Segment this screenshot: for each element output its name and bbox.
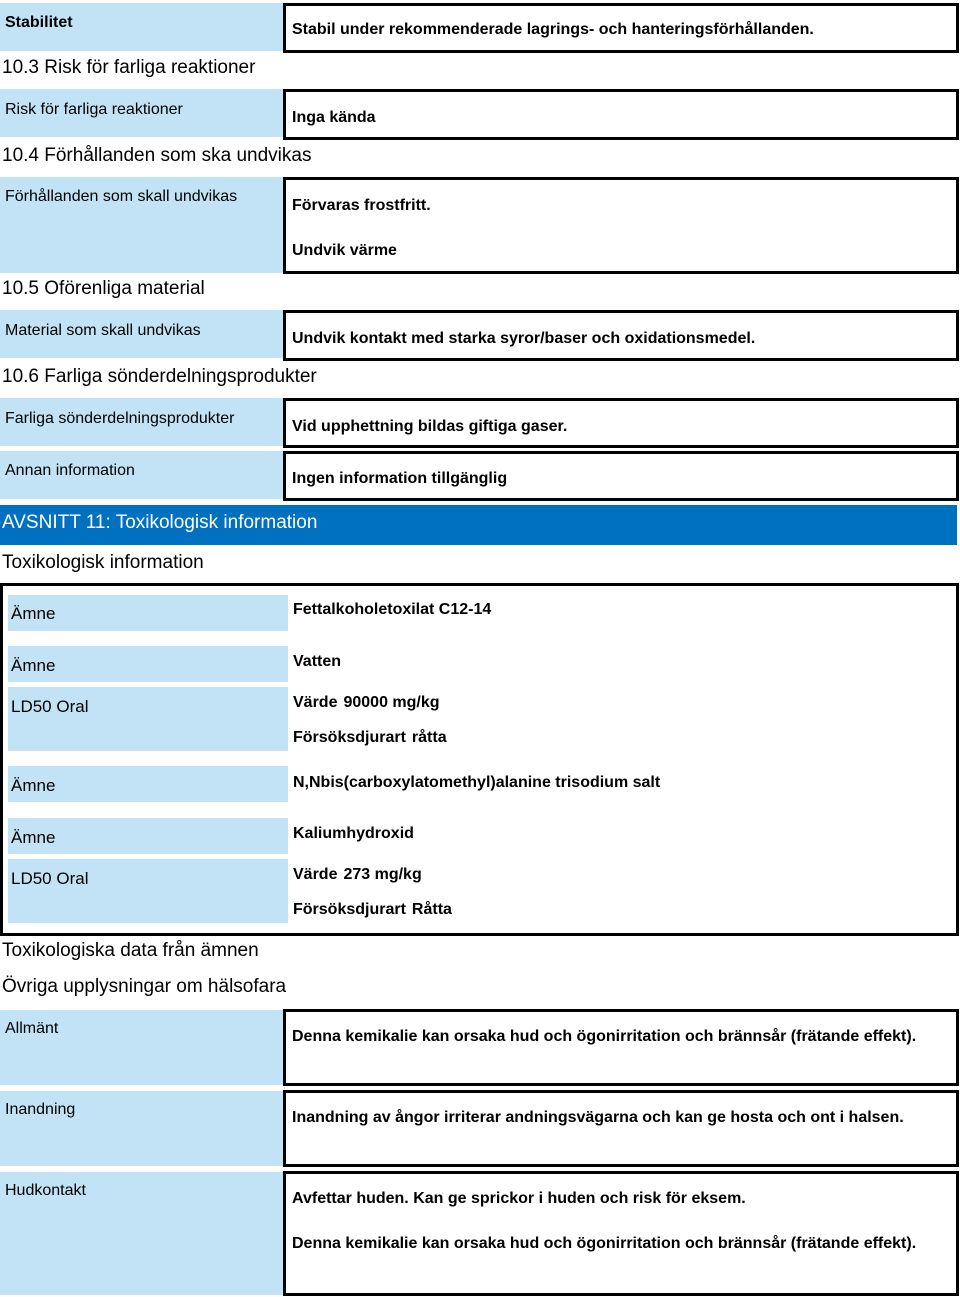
heading-10-3: 10.3 Risk för farliga reaktioner bbox=[2, 57, 256, 78]
hudkontakt-value bbox=[283, 1171, 959, 1296]
tox-ld50-value-2: 90000 mg/kg bbox=[343, 694, 440, 711]
heading-10-6: 10.6 Farliga sönderdelningsprodukter bbox=[2, 366, 317, 387]
forhallanden-value-1: Förvaras frostfritt. bbox=[292, 197, 431, 214]
section-11-banner: AVSNITT 11: Toxikologisk information bbox=[0, 505, 957, 545]
tox-ld50-label-4: LD50 Oral bbox=[8, 859, 288, 923]
tox-value-label-2: Värde bbox=[293, 694, 338, 711]
tox-substance-label-3: Ämne bbox=[8, 766, 288, 802]
risk-label: Risk för farliga reaktioner bbox=[0, 89, 283, 137]
forhallanden-value bbox=[283, 177, 959, 274]
tox-value-label-4: Värde bbox=[293, 866, 338, 883]
inandning-label: Inandning bbox=[0, 1091, 283, 1166]
tox-substance-3: N,Nbis(carboxylatomethyl)alanine trisodium salt bbox=[293, 774, 661, 791]
forhallanden-label: Förhållanden som skall undvikas bbox=[0, 177, 283, 273]
hudkontakt-value-2: Denna kemikalie kan orsaka hud och ögonirritation och brännsår (frätande effekt). bbox=[292, 1235, 917, 1252]
tox-species-value-4: Råtta bbox=[411, 901, 452, 918]
forhallanden-value-2: Undvik värme bbox=[292, 242, 397, 259]
stabilitet-value: Stabil under rekommenderade lagrings- och hanteringsförhållanden. bbox=[283, 3, 959, 53]
sonderdelning-value: Vid upphettning bildas giftiga gaser. bbox=[283, 398, 959, 448]
allmant-label: Allmänt bbox=[0, 1010, 283, 1085]
tox-species-2 bbox=[293, 729, 447, 747]
tox-species-value-2: råtta bbox=[411, 729, 447, 746]
tox-species-label-4: Försöksdjurart bbox=[293, 901, 406, 918]
hudkontakt-value-1: Avfettar huden. Kan ge sprickor i huden och risk för eksem. bbox=[292, 1190, 746, 1207]
tox-subheading: Toxikologisk information bbox=[2, 552, 204, 573]
tox-ld50-4 bbox=[293, 866, 422, 884]
tox-substance-4: Kaliumhydroxid bbox=[293, 825, 414, 842]
allmant-value: Denna kemikalie kan orsaka hud och ögonirritation och brännsår (frätande effekt). bbox=[283, 1009, 959, 1086]
annan-label: Annan information bbox=[0, 451, 283, 499]
tox-substance-1: Fettalkoholetoxilat C12-14 bbox=[293, 601, 492, 618]
sonderdelning-label: Farliga sönderdelningsprodukter bbox=[0, 398, 283, 446]
ovriga-heading: Övriga upplysningar om hälsofara bbox=[2, 976, 287, 997]
risk-value: Inga kända bbox=[283, 89, 959, 140]
tox-species-4 bbox=[293, 901, 452, 919]
tox-substance-label-1: Ämne bbox=[8, 595, 288, 631]
tox-ld50-value-4: 273 mg/kg bbox=[343, 866, 422, 883]
tox-substance-label-4: Ämne bbox=[8, 818, 288, 854]
inandning-value: Inandning av ångor irriterar andningsvägarna och kan ge hosta och ont i halsen. bbox=[283, 1090, 959, 1167]
tox-substance-label-2: Ämne bbox=[8, 646, 288, 682]
tox-ld50-2 bbox=[293, 694, 440, 712]
tox-data-heading: Toxikologiska data från ämnen bbox=[2, 940, 259, 961]
hudkontakt-label: Hudkontakt bbox=[0, 1172, 283, 1295]
material-value: Undvik kontakt med starka syror/baser och oxidationsmedel. bbox=[283, 310, 959, 361]
tox-species-label-2: Försöksdjurart bbox=[293, 729, 406, 746]
material-label: Material som skall undvikas bbox=[0, 310, 283, 358]
annan-value: Ingen information tillgänglig bbox=[283, 451, 959, 501]
tox-substance-2: Vatten bbox=[293, 653, 342, 670]
tox-ld50-label-2: LD50 Oral bbox=[8, 687, 288, 751]
heading-10-5: 10.5 Oförenliga material bbox=[2, 278, 205, 299]
stabilitet-label: Stabilitet bbox=[0, 3, 283, 51]
heading-10-4: 10.4 Förhållanden som ska undvikas bbox=[2, 145, 312, 166]
